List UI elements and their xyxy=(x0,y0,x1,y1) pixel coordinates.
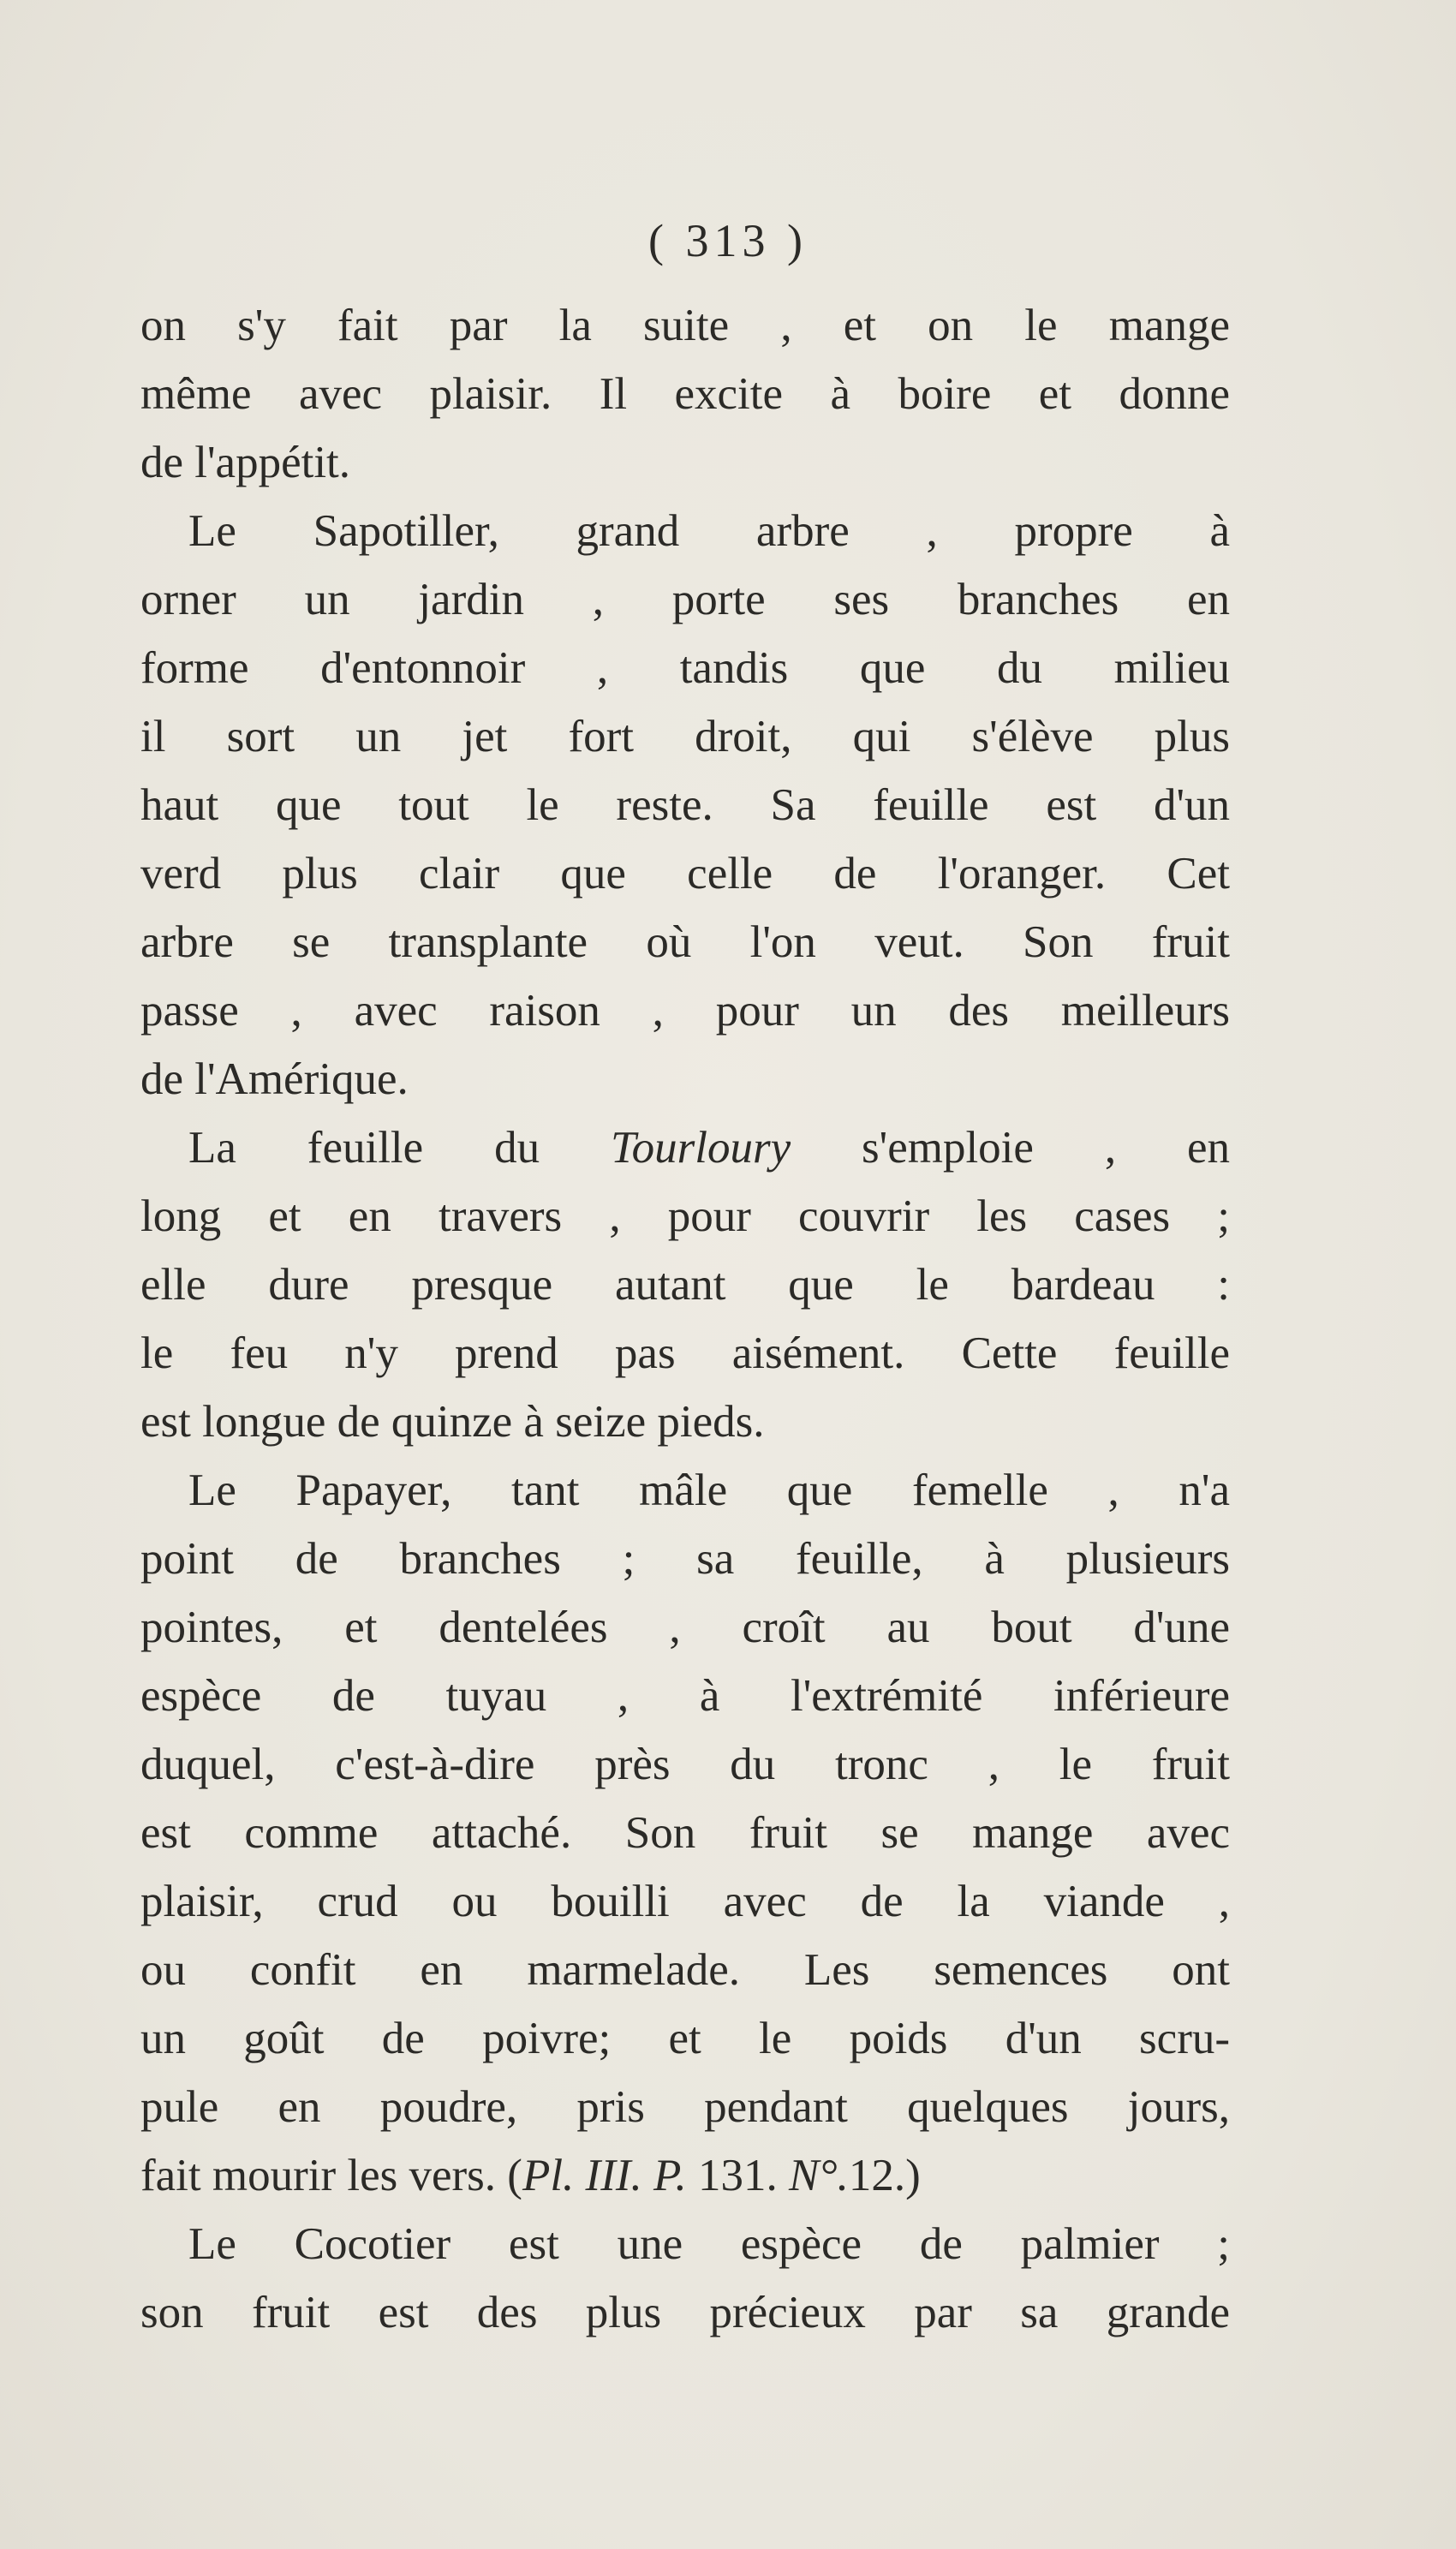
text-line: duquel, c'est-à-dire près du tronc , le fruit xyxy=(140,1740,1230,1789)
text-line: elle dure presque autant que le bardeau : xyxy=(140,1260,1230,1310)
paragraph-papayer-start: Le Papayer, tant mâle que femelle , n'a xyxy=(188,1466,1230,1515)
text-segment: s'emploie , en xyxy=(862,1123,1231,1173)
text-line: on s'y fait par la suite , et on le mange xyxy=(140,301,1230,350)
text-line: son fruit est des plus précieux par sa grande xyxy=(140,2288,1230,2337)
text-line: forme d'entonnoir , tandis que du milieu xyxy=(140,643,1230,693)
text-line: le feu n'y prend pas aisément. Cette feuille xyxy=(140,1328,1230,1378)
text-line: arbre se transplante où l'on veut. Son fruit xyxy=(140,917,1230,967)
text-segment: 131. xyxy=(686,2151,790,2200)
text-line: est comme attaché. Son fruit se mange avec xyxy=(140,1808,1230,1858)
page-number: ( 313 ) xyxy=(648,215,808,266)
text-segment: 12.) xyxy=(848,2151,921,2200)
text-line: ou confit en marmelade. Les semences ont xyxy=(140,1945,1230,1995)
text-line: passe , avec raison , pour un des meilleurs xyxy=(140,986,1230,1036)
text-line: de l'appétit. xyxy=(140,438,351,487)
text-line: de l'Amérique. xyxy=(140,1054,409,1104)
text-line: pointes, et dentelées , croît au bout d'une xyxy=(140,1603,1230,1652)
plate-reference: Pl. III. P. xyxy=(522,2151,687,2200)
text-line: long et en travers , pour couvrir les cases ; xyxy=(140,1191,1230,1241)
plate-reference-line xyxy=(140,2141,1230,2210)
paragraph-sapotiller-start: Le Sapotiller, grand arbre , propre à xyxy=(188,506,1230,556)
text-line: verd plus clair que celle de l'oranger. Cet xyxy=(140,849,1230,898)
text-line: point de branches ; sa feuille, à plusieurs xyxy=(140,1534,1230,1584)
text-line: il sort un jet fort droit, qui s'élève plus xyxy=(140,712,1230,761)
text-line: plaisir, crud ou bouilli avec de la viande , xyxy=(140,1877,1230,1926)
text-line: haut que tout le reste. Sa feuille est d'un xyxy=(140,780,1230,830)
text-line: espèce de tuyau , à l'extrémité inférieure xyxy=(140,1671,1230,1721)
text-line: pule en poudre, pris pendant quelques jours, xyxy=(140,2082,1230,2132)
paragraph-cocotier-start: Le Cocotier est une espèce de palmier ; xyxy=(188,2219,1230,2269)
text-line: même avec plaisir. Il excite à boire et donne xyxy=(140,369,1230,419)
text-segment: fait mourir les vers. ( xyxy=(140,2151,522,2200)
text-segment: La feuille du xyxy=(188,1123,540,1173)
plate-number-label: N°. xyxy=(789,2151,849,2200)
italic-plant-name: Tourloury xyxy=(611,1123,791,1173)
text-line: un goût de poivre; et le poids d'un scru- xyxy=(140,2014,1230,2063)
body-text xyxy=(140,291,1230,2347)
text-line: orner un jardin , porte ses branches en xyxy=(140,575,1230,624)
paragraph-tourloury-start xyxy=(140,1113,1230,1182)
text-line: est longue de quinze à seize pieds. xyxy=(140,1397,765,1447)
